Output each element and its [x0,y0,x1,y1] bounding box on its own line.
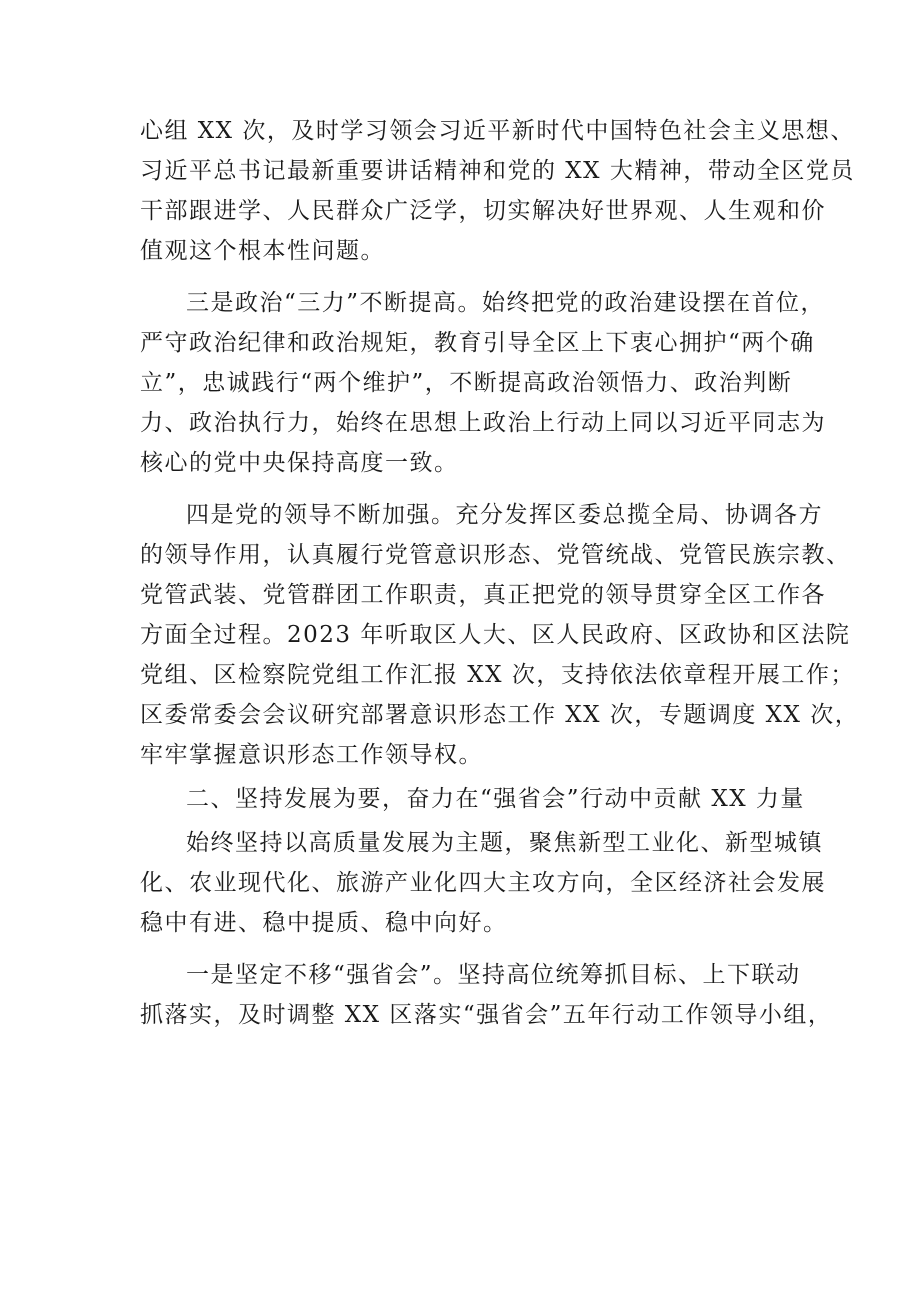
text-line: 力、政治执行力，始终在思想上政治上行动上同以习近平同志为 [140,410,826,436]
text-line: 四是党的领导不断加强。充分发挥区委总揽全局、协调各方 [186,502,823,528]
text-line: 严守政治纪律和政治规矩，教育引导全区上下衷心拥护“两个确 [140,330,815,356]
text-line: 方面全过程。2023 年听取区人大、区人民政府、区政协和区法院 [140,622,851,648]
text-line: 党管武装、党管群团工作职责，真正把党的领导贯穿全区工作各 [140,582,826,608]
text-line: 值观这个根本性问题。 [140,238,385,264]
section-heading: 二、坚持发展为要，奋力在“强省会”行动中贡献 XX 力量 [186,786,805,812]
text-line: 化、农业现代化、旅游产业化四大主攻方向，全区经济社会发展 [140,870,826,896]
text-line: 始终坚持以高质量发展为主题，聚焦新型工业化、新型城镇 [186,830,823,856]
text-line: 党组、区检察院党组工作汇报 XX 次，支持依法依章程开展工作； [140,662,855,688]
text-line: 三是政治“三力”不断提高。始终把党的政治建设摆在首位， [186,290,826,316]
text-line: 区委常委会会议研究部署意识形态工作 XX 次，专题调度 XX 次， [140,702,860,728]
text-line: 干部跟进学、人民群众广泛学，切实解决好世界观、人生观和价 [140,198,826,224]
document-body [140,111,860,1035]
text-line: 一是坚定不移“强省会”。坚持高位统筹抓目标、上下联动 [186,962,801,988]
text-line: 抓落实，及时调整 XX 区落实“强省会”五年行动工作领导小组， [140,1002,833,1028]
text-line: 稳中有进、稳中提质、稳中向好。 [140,910,508,936]
text-line: 立”，忠诚践行“两个维护”，不断提高政治领悟力、政治判断 [140,370,793,396]
text-line: 的领导作用，认真履行党管意识形态、党管统战、党管民族宗教、 [140,542,851,568]
text-line: 心组 XX 次，及时学习领会习近平新时代中国特色社会主义思想、 [140,118,855,144]
text-line: 习近平总书记最新重要讲话精神和党的 XX 大精神，带动全区党员 [140,158,855,184]
text-line: 牢牢掌握意识形态工作领导权。 [140,742,483,768]
text-line: 核心的党中央保持高度一致。 [140,450,459,476]
